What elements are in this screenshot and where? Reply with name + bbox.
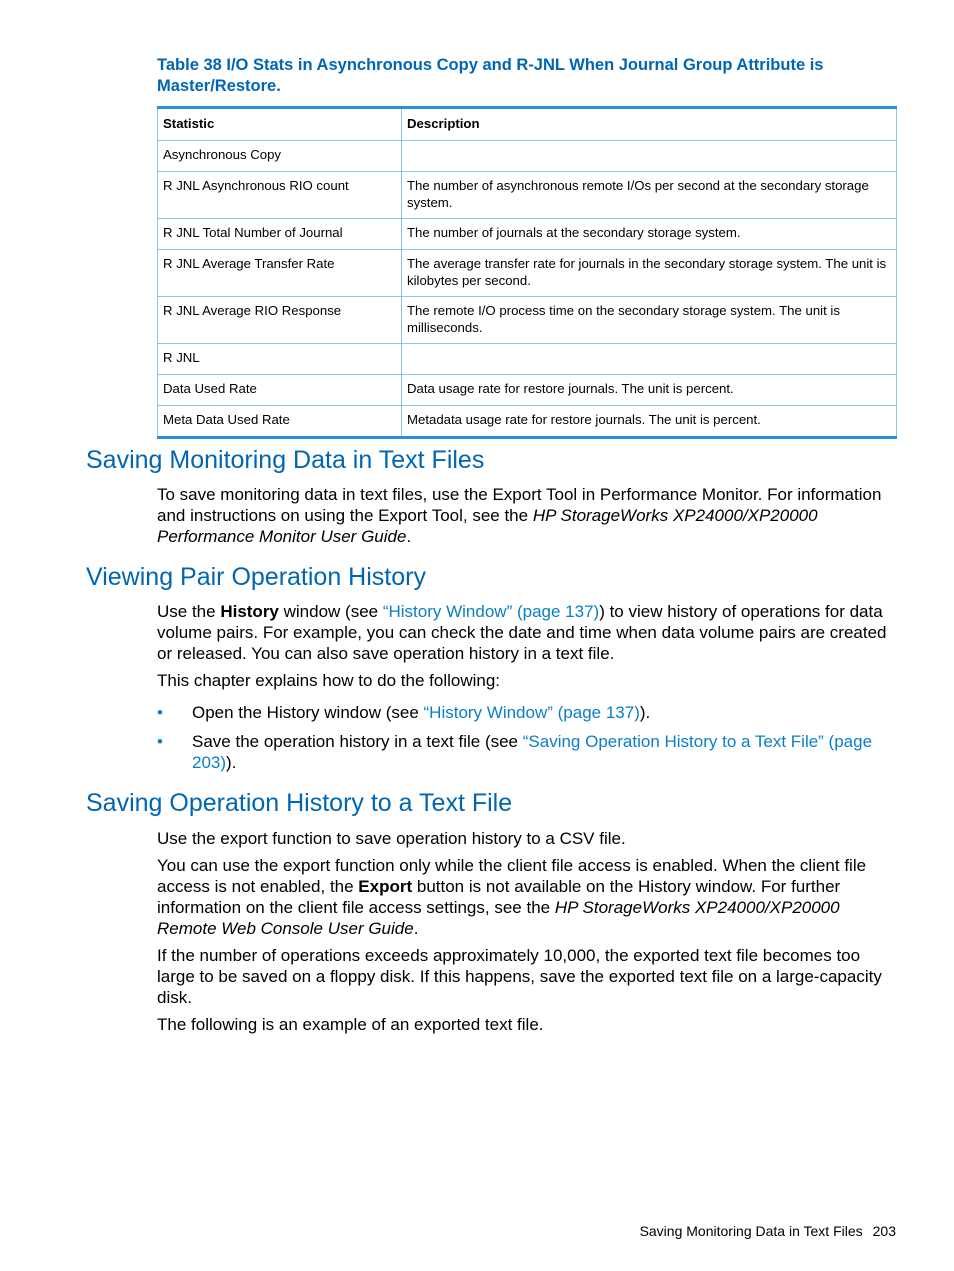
heading-saving-monitoring-data: Saving Monitoring Data in Text Files [86, 446, 485, 474]
table-row [158, 219, 897, 250]
link-saving-operation-history[interactable]: “Saving Operation History to a Text File” (page 203) [192, 732, 873, 772]
paragraph-chapter-explains: This chapter explains how to do the following: [157, 671, 501, 690]
table-header-row [158, 108, 897, 141]
description-cell: The remote I/O process time on the secondary storage system. The unit is milliseconds. [402, 297, 897, 344]
statistic-cell: R JNL Average RIO Response [158, 297, 402, 344]
heading-viewing-pair-operation-history: Viewing Pair Operation History [86, 563, 426, 591]
statistic-cell: Meta Data Used Rate [158, 406, 402, 438]
statistic-cell: R JNL Total Number of Journal [158, 219, 402, 250]
paragraph-history-window: Use the History window (see “History Window” (page 137)) to view history of operations for data volume pairs. For example, you can check the date and time when data volume pairs are created or released. You can also save operation history in a text file. [157, 602, 887, 663]
description-cell [402, 344, 897, 375]
table-row [158, 406, 897, 438]
bullet-icon: • [157, 732, 163, 751]
table-row [158, 297, 897, 344]
table-row [158, 344, 897, 375]
description-cell: Data usage rate for restore journals. The unit is percent. [402, 375, 897, 406]
page-number: 203 [872, 1223, 896, 1239]
paragraph-example-follows: The following is an example of an exported text file. [157, 1015, 544, 1034]
table-caption: Table 38 I/O Stats in Asynchronous Copy and R-JNL When Journal Group Attribute is Master/Restore. [157, 56, 824, 95]
table-row [158, 250, 897, 297]
statistic-cell: R JNL Average Transfer Rate [158, 250, 402, 297]
bullet-icon: • [157, 703, 163, 722]
statistic-cell: R JNL Asynchronous RIO count [158, 172, 402, 219]
heading-saving-operation-history: Saving Operation History to a Text File [86, 789, 513, 817]
column-header-description: Description [402, 108, 897, 141]
description-cell: The average transfer rate for journals in the secondary storage system. The unit is kilobytes per second. [402, 250, 897, 297]
statistic-cell: Data Used Rate [158, 375, 402, 406]
paragraph-client-file-access: You can use the export function only while the client file access is enabled. When the client file access is not enabled, the Export button is not available on the History window. For further information on the client file access settings, see the HP StorageWorks XP24000/XP20000 Remote Web Console User Guide. [157, 856, 867, 938]
footer-title: Saving Monitoring Data in Text Files [639, 1223, 863, 1239]
paragraph-floppy-disk: If the number of operations exceeds approximately 10,000, the exported text file becomes too large to be saved on a floppy disk. If this happens, save the exported text file on a large-capacity disk. [157, 946, 882, 1007]
statistic-cell: R JNL [158, 344, 402, 375]
description-cell: Metadata usage rate for restore journals. The unit is percent. [402, 406, 897, 438]
io-stats-table [157, 106, 897, 439]
link-history-window[interactable]: “History Window” (page 137) [382, 602, 600, 621]
column-header-statistic: Statistic [158, 108, 402, 141]
table-row [158, 375, 897, 406]
page-footer [640, 1222, 896, 1240]
table-row [158, 172, 897, 219]
statistic-cell: Asynchronous Copy [158, 141, 402, 172]
description-cell: The number of journals at the secondary storage system. [402, 219, 897, 250]
link-history-window-bullet[interactable]: “History Window” (page 137) [423, 703, 640, 722]
description-cell: The number of asynchronous remote I/Os per second at the secondary storage system. [402, 172, 897, 219]
paragraph-export-csv: Use the export function to save operation history to a CSV file. [157, 829, 626, 848]
description-cell [402, 141, 897, 172]
table-row [158, 141, 897, 172]
paragraph-export-tool: To save monitoring data in text files, use the Export Tool in Performance Monitor. For information and instructions on using the Export Tool, see the HP StorageWorks XP24000/XP20000 Performance Monitor User Guide. [157, 485, 882, 546]
